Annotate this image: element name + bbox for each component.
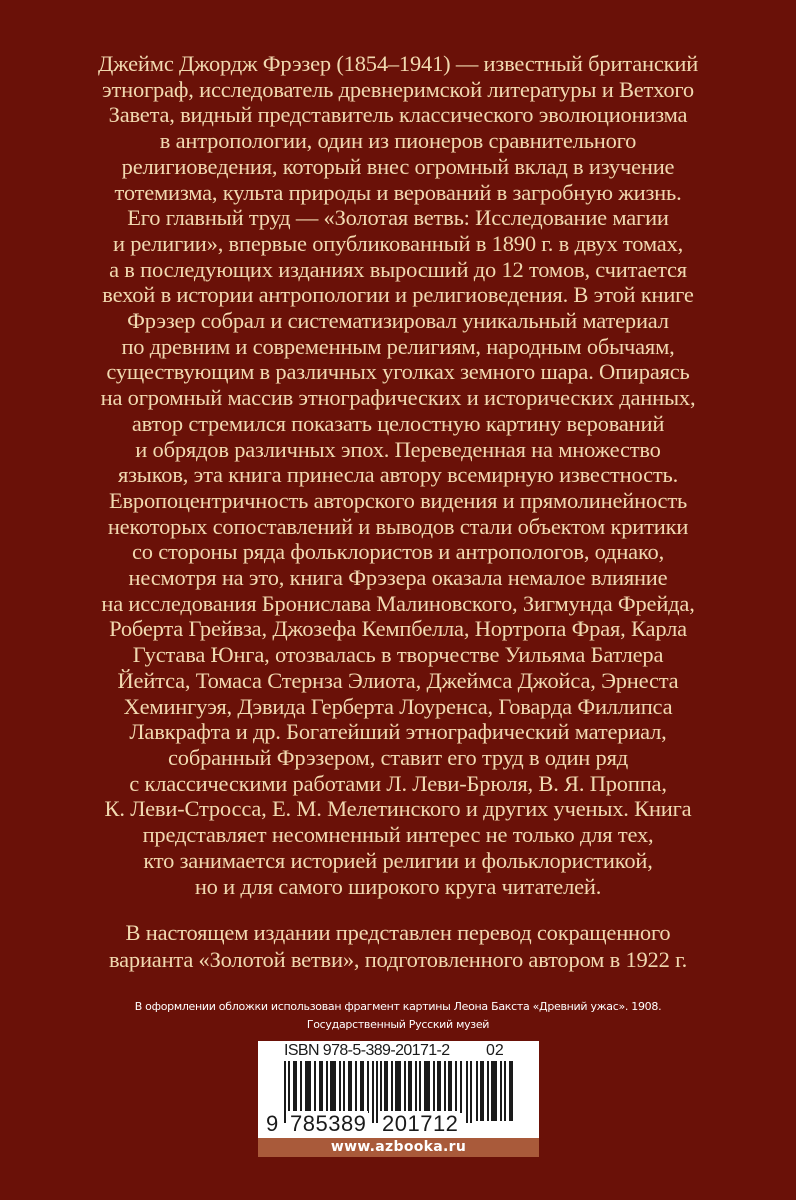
barcode-digits-right: 201712 bbox=[382, 1111, 459, 1136]
text-line: вехой в истории антропологии и религиоведения. В этой книге bbox=[102, 282, 694, 308]
text-line: со стороны ряда фольклористов и антропологов, однако, bbox=[131, 539, 665, 565]
text-line: собранный Фрэзером, ставит его труд в один ряд bbox=[167, 744, 628, 770]
text-line: Лавкрафта и др. Богатейший этнографический материал, bbox=[129, 719, 667, 745]
text-line: но и для самого широкого круга читателей. bbox=[194, 873, 602, 899]
text-line: варианта «Золотой ветви», подготовленного автором в 1922 г. bbox=[108, 947, 687, 972]
text-line: на исследования Бронислава Малиновского, Зигмунда Фрейда, bbox=[101, 590, 695, 616]
barcode-digits bbox=[258, 1111, 539, 1139]
text-line: Европоцентричность авторского видения и прямолинейность bbox=[108, 487, 688, 513]
text-line: а в последующих изданиях выросший до 12 томов, считается bbox=[109, 256, 687, 282]
text-line: и религии», впервые опубликованный в 1890 г. в двух томах, bbox=[112, 230, 684, 256]
text-line: на огромный массив этнографических и исторических данных, bbox=[100, 385, 696, 411]
text-line: представляет несомненный интерес не только для тех, bbox=[142, 822, 654, 848]
text-line: существующим в различных уголках земного шара. Опираясь bbox=[106, 359, 690, 385]
text-line: Густава Юнга, отозвалась в творчестве Уильяма Батлера bbox=[132, 642, 664, 668]
description-paragraph bbox=[40, 51, 756, 899]
text-line: религиоведения, который внес огромный вклад в изучение bbox=[121, 153, 675, 179]
text-line: автор стремился показать целостную картину верований bbox=[131, 410, 665, 436]
text-line: этнограф, исследователь древнеримской литературы и Ветхого bbox=[102, 76, 694, 102]
text-line: и обрядов различных эпох. Переведенная на множество bbox=[135, 436, 661, 462]
barcode-digit-prefix: 9 bbox=[266, 1111, 279, 1136]
text-line: Государственный Русский музей bbox=[306, 1018, 490, 1031]
text-line: в антропологии, один из пионеров сравнительного bbox=[159, 128, 637, 154]
edition-note bbox=[40, 919, 756, 973]
text-line: по древним и современным религиям, народным обычаям, bbox=[121, 333, 675, 359]
cover-art-credit bbox=[40, 998, 756, 1034]
text-line: языков, эта книга принесла автору всемирную известность. bbox=[117, 462, 679, 488]
publisher-website: www.azbooka.ru bbox=[258, 1138, 539, 1157]
text-line: Хемингуэя, Дэвида Герберта Лоуренса, Говарда Филлипса bbox=[123, 693, 673, 719]
text-line: тотемизма, культа природы и верований в загробную жизнь. bbox=[114, 179, 682, 205]
text-line: В оформлении обложки использован фрагмент картины Леона Бакста «Древний ужас». 1908. bbox=[134, 1000, 662, 1013]
isbn-barcode bbox=[258, 1041, 539, 1157]
text-line: Йейтса, Томаса Стернза Элиота, Джеймса Джойса, Эрнеста bbox=[117, 667, 679, 693]
text-line: К. Леви-Стросса, Е. М. Мелетинского и других ученых. Книга bbox=[104, 796, 692, 822]
text-line: Роберта Грейвза, Джозефа Кемпбелла, Нортропа Фрая, Карла bbox=[109, 616, 687, 642]
text-line: В настоящем издании представлен перевод сокращенного bbox=[125, 920, 671, 945]
barcode-digits-left: 785389 bbox=[290, 1111, 367, 1136]
text-line: Его главный труд — «Золотая ветвь: Исследование магии bbox=[127, 205, 669, 231]
isbn-label: ISBN 978-5-389-20171-2 bbox=[284, 1042, 450, 1059]
text-line: некоторых сопоставлений и выводов стали объектом критики bbox=[107, 513, 689, 539]
text-line: кто занимается историей религии и фольклористикой, bbox=[143, 847, 653, 873]
text-line: Завета, видный представитель классического эволюционизма bbox=[108, 102, 688, 128]
text-line: несмотря на это, книга Фрэзера оказала немалое влияние bbox=[128, 565, 668, 591]
text-line: с классическими работами Л. Леви-Брюля, В. Я. Проппа, bbox=[129, 770, 667, 796]
text-line: Фрэзер собрал и систематизировал уникальный материал bbox=[127, 308, 669, 334]
text-line: Джеймс Джордж Фрэзер (1854–1941) — известный британский bbox=[97, 51, 699, 76]
barcode-addon-label: 02 bbox=[486, 1042, 504, 1059]
